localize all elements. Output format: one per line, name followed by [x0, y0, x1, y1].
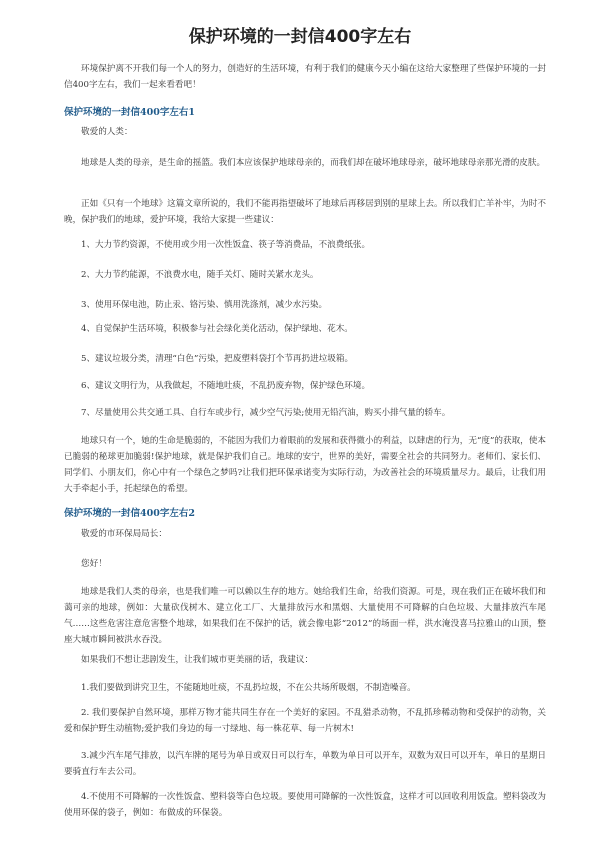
suggestion-item: 2、大力节约能源，不浪费水电，随手关灯、随时关紧水龙头。: [81, 270, 319, 280]
salutation-1: 敬爱的人类：: [81, 127, 133, 137]
suggestion-item: 1、大力节约资源，不使用或少用一次性饭盒、筷子等消费品，不浪费纸张。: [81, 240, 371, 250]
suggestion-item: 5、建议垃圾分类，清理“白色”污染，把废塑料袋打个节再扔进垃圾箱。: [81, 354, 354, 364]
section1-closing-paragraph: 地球只有一个，她的生命是脆弱的，不能因为我们力着眼前的发展和获得微小的利益，以肆虐的行为，无“度”的获取，使本已脆弱的秘球更加脆弱!保护地球，就是保护我们自己。地球的安宁，世界的美好，需要全社会的共同努力。老师们、家长们、同学们、小朋友们，你心中有一个绿色之梦吗?让我们把环保承诺变为实际行动，为改善社会的环境质量尽力。最后，让我们用大手牵起小手，托起绿色的希望。: [64, 436, 546, 494]
suggestion-item: 4.不使用不可降解的一次性饭盒、塑料袋等白色垃圾。要使用可降解的一次性饭盒，这样才可以回收利用饭盒。塑料袋改为使用环保的袋子，例如：布做成的环保袋。: [64, 792, 546, 818]
section-heading-1: 保护环境的一封信400字左右1: [64, 107, 195, 118]
suggestion-item: 3.减少汽车尾气排放，以汽车牌的尾号为单日或双日可以行车，单数为单日可以开车，双数为双日可以开车，单日的星期日要骑直行车去公司。: [64, 751, 546, 777]
section1-paragraph-2: 正如《只有一个地球》这篇文章所说的，我们不能再指望破坏了地球后再移居到别的星球上去。所以我们亡羊补牢，为时不晚，保护我们的地球，爱护环境，我给大家提一些建议：: [64, 199, 546, 225]
section2-paragraph-1: 地球是我们人类的母亲，也是我们唯一可以赖以生存的地方。她给我们生命，给我们资源。可是，现在我们正在破坏我们和蔼可亲的地球，例如：大量砍伐树木、建立化工厂、大量排放污水和黑烟、大量使用不可降解的白色垃圾、大量排放汽车尾气……这些危害注意危害整个地球，如果我们在不保护的话，就会像电影“2012”的场面一样，洪水淹没喜马拉雅山的山顶，整座大城市瞬间被洪水吞没。: [64, 587, 546, 645]
section2-paragraph-2: 如果我们不想让悲剧发生，让我们城市更美丽的话，我建议：: [81, 655, 314, 665]
suggestion-item: 6、建议文明行为，从我做起，不随地吐痰，不乱扔废弃物，保护绿色环境。: [81, 381, 371, 391]
page-title: 保护环境的一封信400字左右: [188, 27, 412, 47]
salutation-2: 敬爱的市环保局局长：: [81, 529, 167, 539]
suggestion-item: 3、使用环保电池，防止汞、铬污染、慎用洗涤剂，减少水污染。: [81, 300, 328, 310]
suggestion-item: 4、自觉保护生活环境，积极参与社会绿化美化活动，保护绿地、花木。: [81, 324, 353, 334]
section-heading-2: 保护环境的一封信400字左右2: [64, 508, 195, 519]
intro-paragraph: 环境保护离不开我们每一个人的努力，创造好的生活环境，有利于我们的健康今天小编在这给大家整理了些保护环境的一封信400字左右，我们一起来看看吧！: [64, 64, 546, 90]
suggestion-item: 1.我们要做到讲究卫生，不能随地吐痰，不乱扔垃圾，不在公共场所吸烟，不制造噪音。: [81, 683, 416, 693]
greeting: 您好！: [81, 559, 107, 569]
suggestion-item: 2. 我们要保护自然环境，那样万物才能共同生存在一个美好的家园。不乱猎杀动物，不乱抓珍稀动物和受保护的动物，关爱和保护野生动植物;爱护我们身边的每一寸绿地、每一株花草、每一片树木!: [64, 708, 546, 734]
section1-paragraph-1: 地球是人类的母亲，是生命的摇篮。我们本应该保护地球母亲的，而我们却在破坏地球母亲，破坏地球母亲那光滑的皮肤。: [81, 158, 546, 168]
suggestion-item: 7、尽量使用公共交通工具、自行车或步行，减少空气污染;使用无铅汽油，购买小排气量的轿车。: [81, 408, 451, 418]
